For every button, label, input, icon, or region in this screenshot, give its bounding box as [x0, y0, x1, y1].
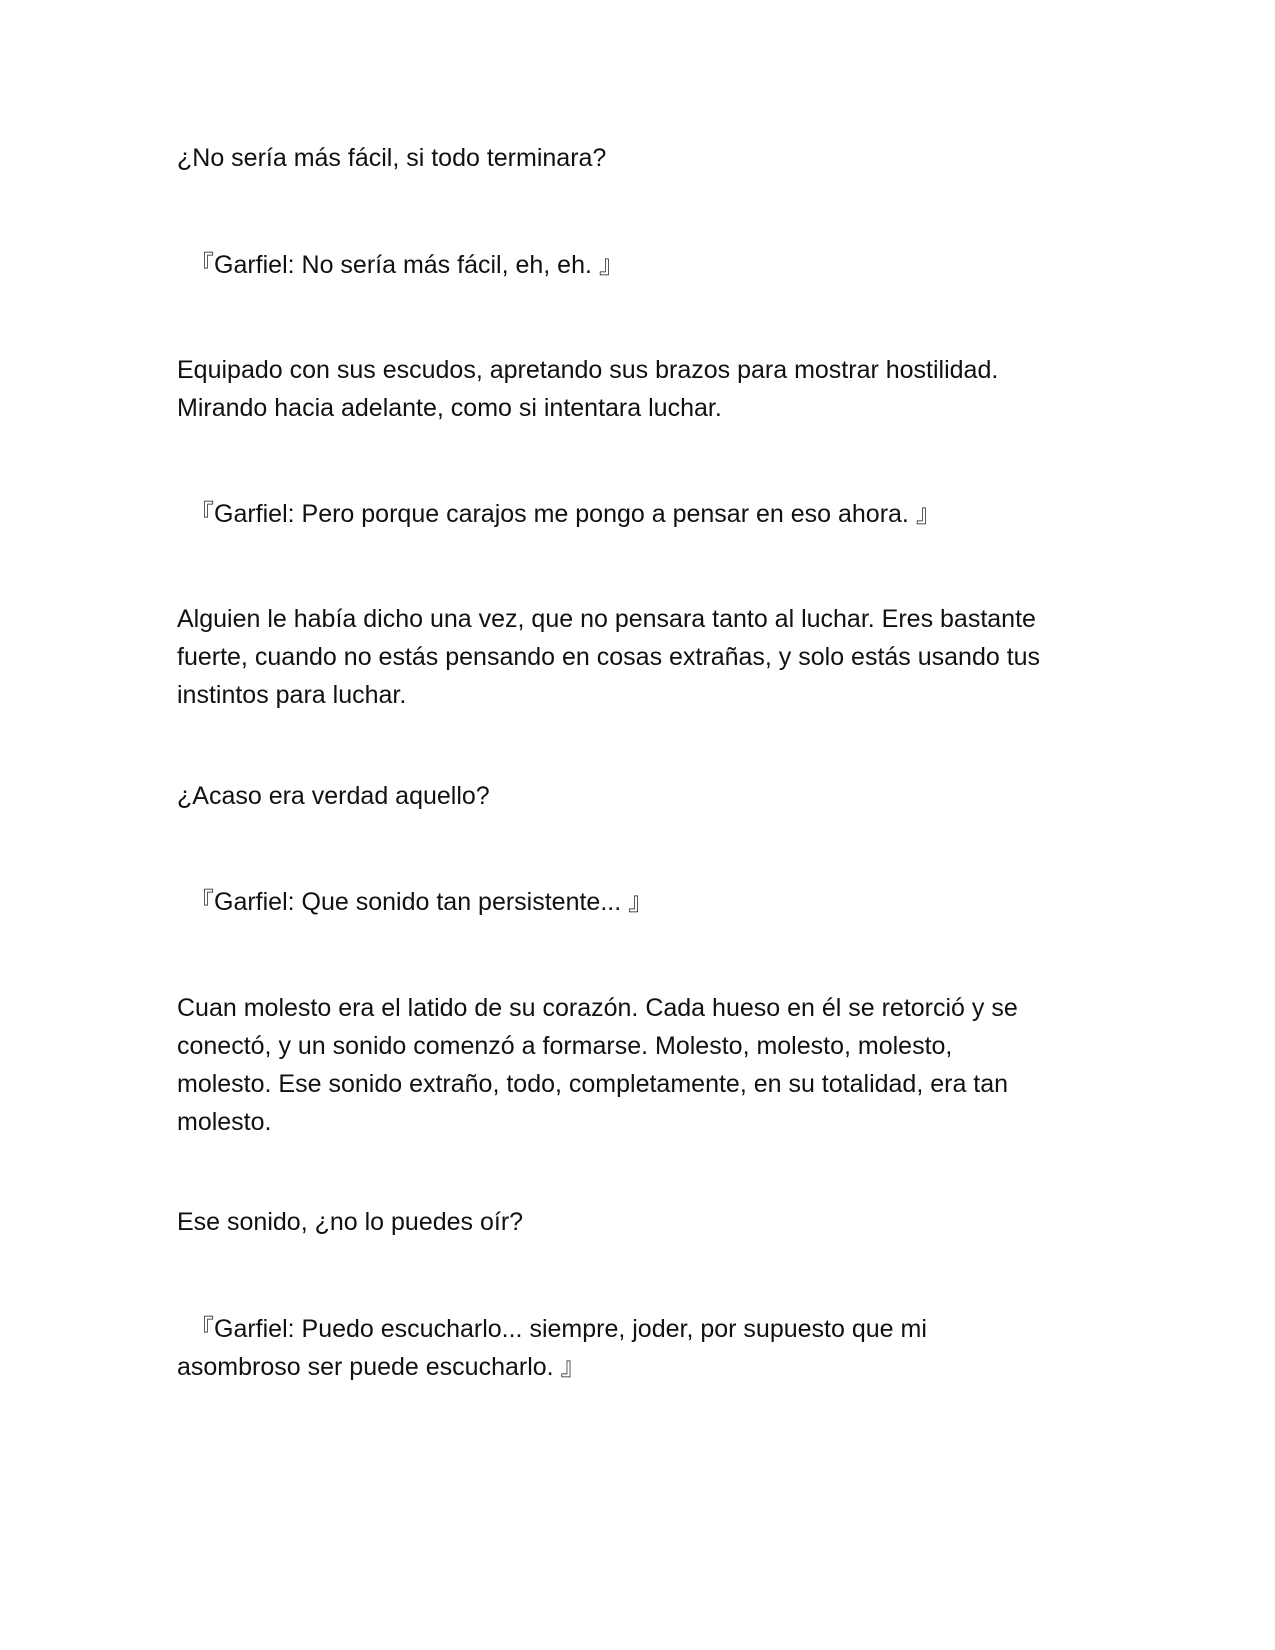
text-line: Alguien le había dicho una vez, que no pensara tanto al luchar. Eres bastante	[177, 605, 1036, 633]
paragraph-narration	[177, 139, 1107, 177]
text-line: Cuan molesto era el latido de su corazón. Cada hueso en él se retorció y se	[177, 994, 1018, 1022]
text-line: molesto. Ese sonido extraño, todo, completamente, en su totalidad, era tan	[177, 1070, 1009, 1098]
paragraph-narration	[177, 989, 1107, 1141]
paragraph-narration	[177, 777, 1107, 815]
text-line: 『Garfiel: Pero porque carajos me pongo a pensar en eso ahora. 』	[189, 500, 941, 528]
paragraph-dialogue	[177, 246, 1107, 284]
paragraph-narration	[177, 351, 1107, 427]
text-line: instintos para luchar.	[177, 681, 407, 709]
text-line: fuerte, cuando no estás pensando en cosas extrañas, y solo estás usando tus	[177, 643, 1041, 671]
text-line: Ese sonido, ¿no lo puedes oír?	[177, 1208, 524, 1236]
paragraph-dialogue	[177, 1310, 1107, 1386]
paragraph-dialogue	[177, 495, 1107, 533]
text-line: ¿No sería más fácil, si todo terminara?	[177, 144, 607, 172]
text-line: Mirando hacia adelante, como si intentara luchar.	[177, 394, 722, 422]
text-line: 『Garfiel: No sería más fácil, eh, eh. 』	[189, 251, 624, 279]
text-line: 『Garfiel: Que sonido tan persistente... 』	[189, 888, 654, 916]
text-line: 『Garfiel: Puedo escucharlo... siempre, joder, por supuesto que mi	[189, 1315, 927, 1343]
text-line: conectó, y un sonido comenzó a formarse. Molesto, molesto, molesto,	[177, 1032, 953, 1060]
text-line: asombroso ser puede escucharlo. 』	[177, 1353, 586, 1381]
text-line: Equipado con sus escudos, apretando sus brazos para mostrar hostilidad.	[177, 356, 999, 384]
text-line: ¿Acaso era verdad aquello?	[177, 782, 490, 810]
paragraph-narration	[177, 1203, 1107, 1241]
text-line: molesto.	[177, 1108, 272, 1136]
paragraph-dialogue	[177, 883, 1107, 921]
paragraph-narration	[177, 600, 1107, 714]
